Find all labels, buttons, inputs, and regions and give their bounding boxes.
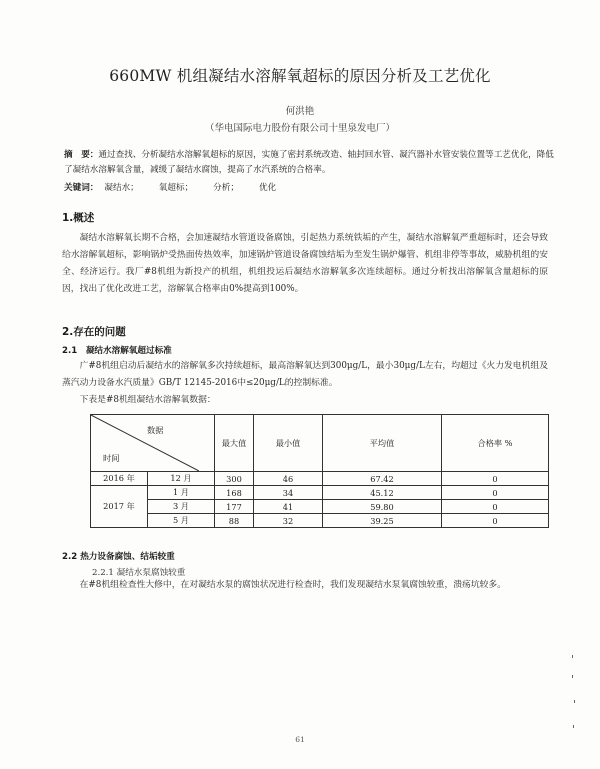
cell-max: 300 <box>215 472 254 486</box>
keywords-label: 关键词： <box>64 183 99 193</box>
dissolved-oxygen-table <box>90 414 549 528</box>
header-time-label: 时间 <box>103 453 120 463</box>
scan-mark <box>573 725 574 728</box>
author-name: 何洪艳 <box>285 106 315 117</box>
section-1-heading: 1.概述 <box>62 212 95 224</box>
cell-avg: 59.80 <box>323 500 442 514</box>
keyword: 凝结水； <box>104 183 139 193</box>
table-intro: 下表是#8机组凝结水溶解氧数据： <box>79 395 216 405</box>
header-data-label: 数据 <box>147 425 164 435</box>
section-2-heading: 2.存在的问题 <box>62 326 126 338</box>
cell-min: 46 <box>254 472 323 486</box>
keyword: 氧超标； <box>158 183 194 193</box>
cell-rate: 0 <box>442 514 549 528</box>
cell-year: 2017 年 <box>91 486 148 528</box>
table-header-row <box>91 415 549 472</box>
section-2-2-heading: 2.2 热力设备腐蚀、结垢较重 <box>62 552 175 562</box>
abstract-text: 通过查找、分析凝结水溶解氧超标的原因，实施了密封系统改造、轴封回水管、凝汽器补水管安装位置等工艺优化，降低了凝结水溶解氧含量，减缓了凝结水腐蚀，提高了水汽系统的合格率。 <box>64 150 554 175</box>
section-2-2-1-heading: 2.2.1 凝结水泵腐蚀较重 <box>92 568 186 578</box>
cell-avg: 45.12 <box>323 486 442 500</box>
col-header-min: 最小值 <box>254 415 323 472</box>
section-2-1-paragraph: 广#8机组启动后凝结水的溶解氧多次持续超标，最高溶解氧达到300μg/L，最小30μg/L左右，均超过《火力发电机组及蒸汽动力设备水汽质量》GB/T 12145-2016中≤20μg/L的控制标准。 <box>62 361 548 388</box>
section-2-2-paragraph: 在#8机组检查性大修中，在对凝结水泵的腐蚀状况进行检查时，我们发现凝结水泵氧腐蚀较重，溃疡坑较多。 <box>79 580 507 590</box>
section-2-1-heading: 2.1 凝结水溶解氧超过标准 <box>62 346 172 356</box>
abstract-label: 摘 要： <box>64 150 99 160</box>
cell-month: 5 月 <box>148 514 215 528</box>
scan-mark <box>574 700 575 703</box>
table-row <box>91 486 549 500</box>
cell-rate: 0 <box>442 486 549 500</box>
author-affiliation: （华电国际电力股份有限公司十里泉发电厂） <box>204 123 395 134</box>
scan-mark <box>572 675 573 678</box>
table-diagonal-header <box>91 415 215 472</box>
cell-max: 168 <box>215 486 254 500</box>
table-row <box>91 514 549 528</box>
paper-title: 660MW 机组凝结水溶解氧超标的原因分析及工艺优化 <box>109 67 491 85</box>
cell-min: 32 <box>254 514 323 528</box>
table-row <box>91 472 549 486</box>
cell-max: 177 <box>215 500 254 514</box>
abstract <box>64 148 560 178</box>
cell-max: 88 <box>215 514 254 528</box>
cell-month: 3 月 <box>148 500 215 514</box>
cell-month: 12 月 <box>148 472 215 486</box>
cell-min: 41 <box>254 500 323 514</box>
cell-year: 2016 年 <box>91 472 148 486</box>
page-number: 61 <box>295 735 305 744</box>
cell-avg: 39.25 <box>323 514 442 528</box>
section-1-paragraph: 凝结水溶解氧长期不合格，会加速凝结水管道设备腐蚀，引起热力系统铁垢的产生，凝结水溶解氧严重超标时，还会导致给水溶解氧超标，影响锅炉受热面传热效率，加速锅炉管道设备腐蚀结垢为至发生锅炉爆管、机组非停等事故，威胁机组的安全、经济运行。我厂#8机组为新投产的机组，机组投运后凝结水溶解氧多次连续超标。通过分析找出溶解氧含量超标的原因，找出了优化改进工艺，溶解氧合格率由0%提高到100%。 <box>62 233 548 294</box>
keywords <box>64 181 560 193</box>
col-header-max: 最大值 <box>215 415 254 472</box>
cell-avg: 67.42 <box>323 472 442 486</box>
cell-rate: 0 <box>442 472 549 486</box>
cell-rate: 0 <box>442 500 549 514</box>
cell-month: 1 月 <box>148 486 215 500</box>
scan-mark <box>572 655 573 658</box>
col-header-avg: 平均值 <box>323 415 442 472</box>
keyword: 分析； <box>213 183 239 193</box>
cell-min: 34 <box>254 486 323 500</box>
col-header-rate: 合格率 % <box>442 415 549 472</box>
keyword: 优化 <box>258 183 277 193</box>
table-row <box>91 500 549 514</box>
